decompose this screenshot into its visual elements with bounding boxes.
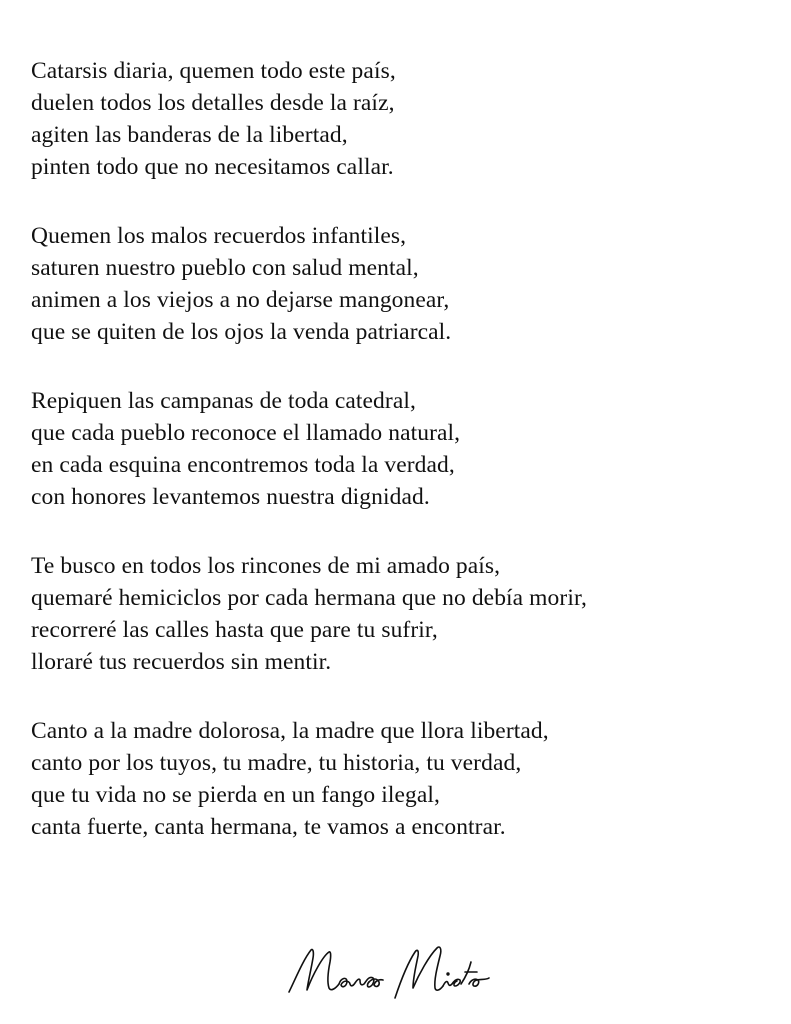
- poem-line: agiten las banderas de la libertad,: [31, 122, 348, 148]
- poem-line: Catarsis diaria, quemen todo este país,: [31, 58, 396, 84]
- poem-line: que tu vida no se pierda en un fango ilegal,: [31, 782, 440, 808]
- poem-line: quemaré hemiciclos por cada hermana que no debía morir,: [31, 585, 587, 611]
- stanza-3: [31, 385, 771, 513]
- poem-line: pinten todo que no necesitamos callar.: [31, 154, 394, 180]
- poem-line: Quemen los malos recuerdos infantiles,: [31, 223, 407, 249]
- poem-line: Canto a la madre dolorosa, la madre que llora libertad,: [31, 718, 549, 744]
- poem-line: que cada pueblo reconoce el llamado natural,: [31, 420, 461, 446]
- poem-line: saturen nuestro pueblo con salud mental,: [31, 255, 419, 281]
- stanza-5: [31, 715, 771, 843]
- poem-line: que se quiten de los ojos la venda patriarcal.: [31, 319, 452, 345]
- poem-line: Te busco en todos los rincones de mi amado país,: [31, 553, 501, 579]
- poem-line: en cada esquina encontremos toda la verdad,: [31, 452, 455, 478]
- handwritten-signature: [283, 940, 513, 1010]
- poem-line: lloraré tus recuerdos sin mentir.: [31, 649, 332, 675]
- poem-body: [31, 55, 771, 843]
- stanza-1: [31, 55, 771, 183]
- poem-line: con honores levantemos nuestra dignidad.: [31, 484, 430, 510]
- poem-line: animen a los viejos a no dejarse mangonear,: [31, 287, 450, 313]
- poem-line: canta fuerte, canta hermana, te vamos a encontrar.: [31, 814, 506, 840]
- poem-line: duelen todos los detalles desde la raíz,: [31, 90, 395, 116]
- poem-line: canto por los tuyos, tu madre, tu historia, tu verdad,: [31, 750, 522, 776]
- stanza-2: [31, 220, 771, 348]
- signature-drawing: [283, 940, 513, 1010]
- poem-line: recorreré las calles hasta que pare tu sufrir,: [31, 617, 438, 643]
- poem-line: Repiquen las campanas de toda catedral,: [31, 388, 416, 414]
- stanza-4: [31, 550, 771, 678]
